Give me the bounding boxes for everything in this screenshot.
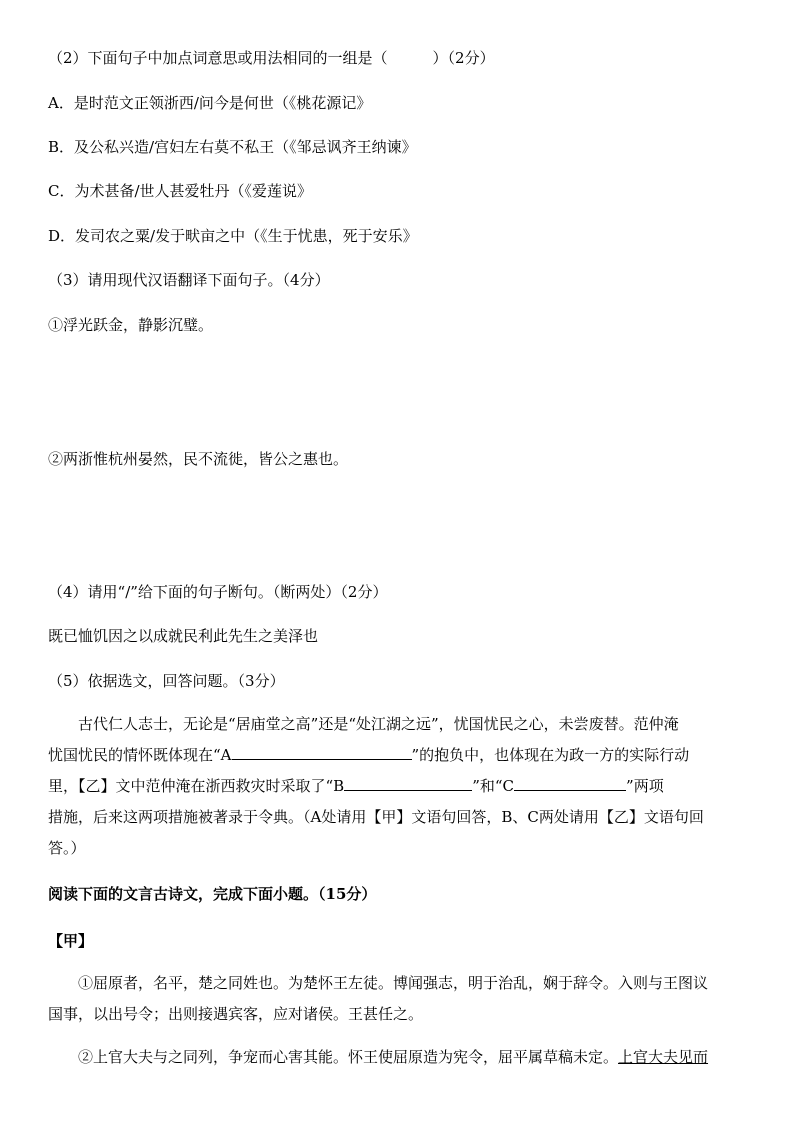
passage-jia-p2-underlined: 上官大夫见而 xyxy=(618,1048,709,1066)
answer-blank-b[interactable] xyxy=(344,776,472,791)
q5-line-3 xyxy=(48,771,754,802)
q3-stem: （3）请用现代汉语翻译下面句子。（4分） xyxy=(48,271,330,289)
q3-sentence-2: ②两浙惟杭州晏然，民不流徙，皆公之惠也。 xyxy=(48,450,349,468)
q5-passage xyxy=(48,709,754,864)
answer-blank-a[interactable] xyxy=(232,745,412,760)
q5-line-3-start: 里，【乙】文中范仲淹在浙西救灾时采取了“B xyxy=(48,777,345,795)
q5-line-3-mid: ”和“C xyxy=(472,777,515,795)
passage-jia-p1-line-1: ①屈原者，名平，楚之同姓也。为楚怀王左徒。博闻强志，明于治乱，娴于辞令。入则与王图议 xyxy=(78,974,709,992)
q4-stem: （4）请用“/”给下面的句子断句。（断两处）（2分） xyxy=(48,583,388,601)
q2-option-c: C．为术甚备/世人甚爱牡丹（《爱莲说》 xyxy=(48,182,313,200)
q4-sentence: 既已恤饥因之以成就民利此先生之美泽也 xyxy=(48,627,319,645)
q5-line-2-end: ”的抱负中，也体现在为政一方的实际行动 xyxy=(411,746,690,764)
q2-stem: （2）下面句子中加点词意思或用法相同的一组是（ ）（2分） xyxy=(48,49,495,67)
section-label-jia: 【甲】 xyxy=(48,932,94,950)
passage-jia-p2-line-1 xyxy=(48,1042,754,1073)
q5-line-2 xyxy=(48,740,754,771)
q5-stem: （5）依据选文，回答问题。（3分） xyxy=(48,672,285,690)
q2-option-d: D．发司农之粟/发于畎亩之中（《生于忧患，死于安乐》 xyxy=(48,227,418,245)
q5-line-3-end: ”两项 xyxy=(626,777,664,795)
q3-sentence-1: ①浮光跃金，静影沉璧。 xyxy=(48,316,214,334)
passage-jia-p2-text: ②上官大夫与之同列，争宠而心害其能。怀王使屈原造为宪令，屈平属草稿未定。 xyxy=(78,1048,619,1066)
q5-line-5: 答。） xyxy=(48,839,86,857)
passage-jia xyxy=(48,968,754,1073)
passage-jia-p1-line-2: 国事，以出号令；出则接遇宾客，应对诸侯。王甚任之。 xyxy=(48,1005,424,1023)
q2-option-a: A．是时范文正领浙西/问今是何世（《桃花源记》 xyxy=(48,94,372,112)
q5-line-4: 措施，后来这两项措施被著录于令典。（A处请用【甲】文语句回答，B、C两处请用【乙】文语句回 xyxy=(48,808,704,826)
q5-line-1: 古代仁人志士，无论是“居庙堂之高”还是“处江湖之远”，忧国忧民之心，未尝废替。范仲淹 xyxy=(78,715,679,733)
answer-blank-c[interactable] xyxy=(514,776,626,791)
q2-option-b: B．及公私兴造/宫妇左右莫不私王（《邹忌讽齐王纳谏》 xyxy=(48,138,417,156)
section-title: 阅读下面的文言古诗文，完成下面小题。（15分） xyxy=(48,885,377,903)
q5-line-2-start: 忧国忧民的情怀既体现在“A xyxy=(48,746,232,764)
